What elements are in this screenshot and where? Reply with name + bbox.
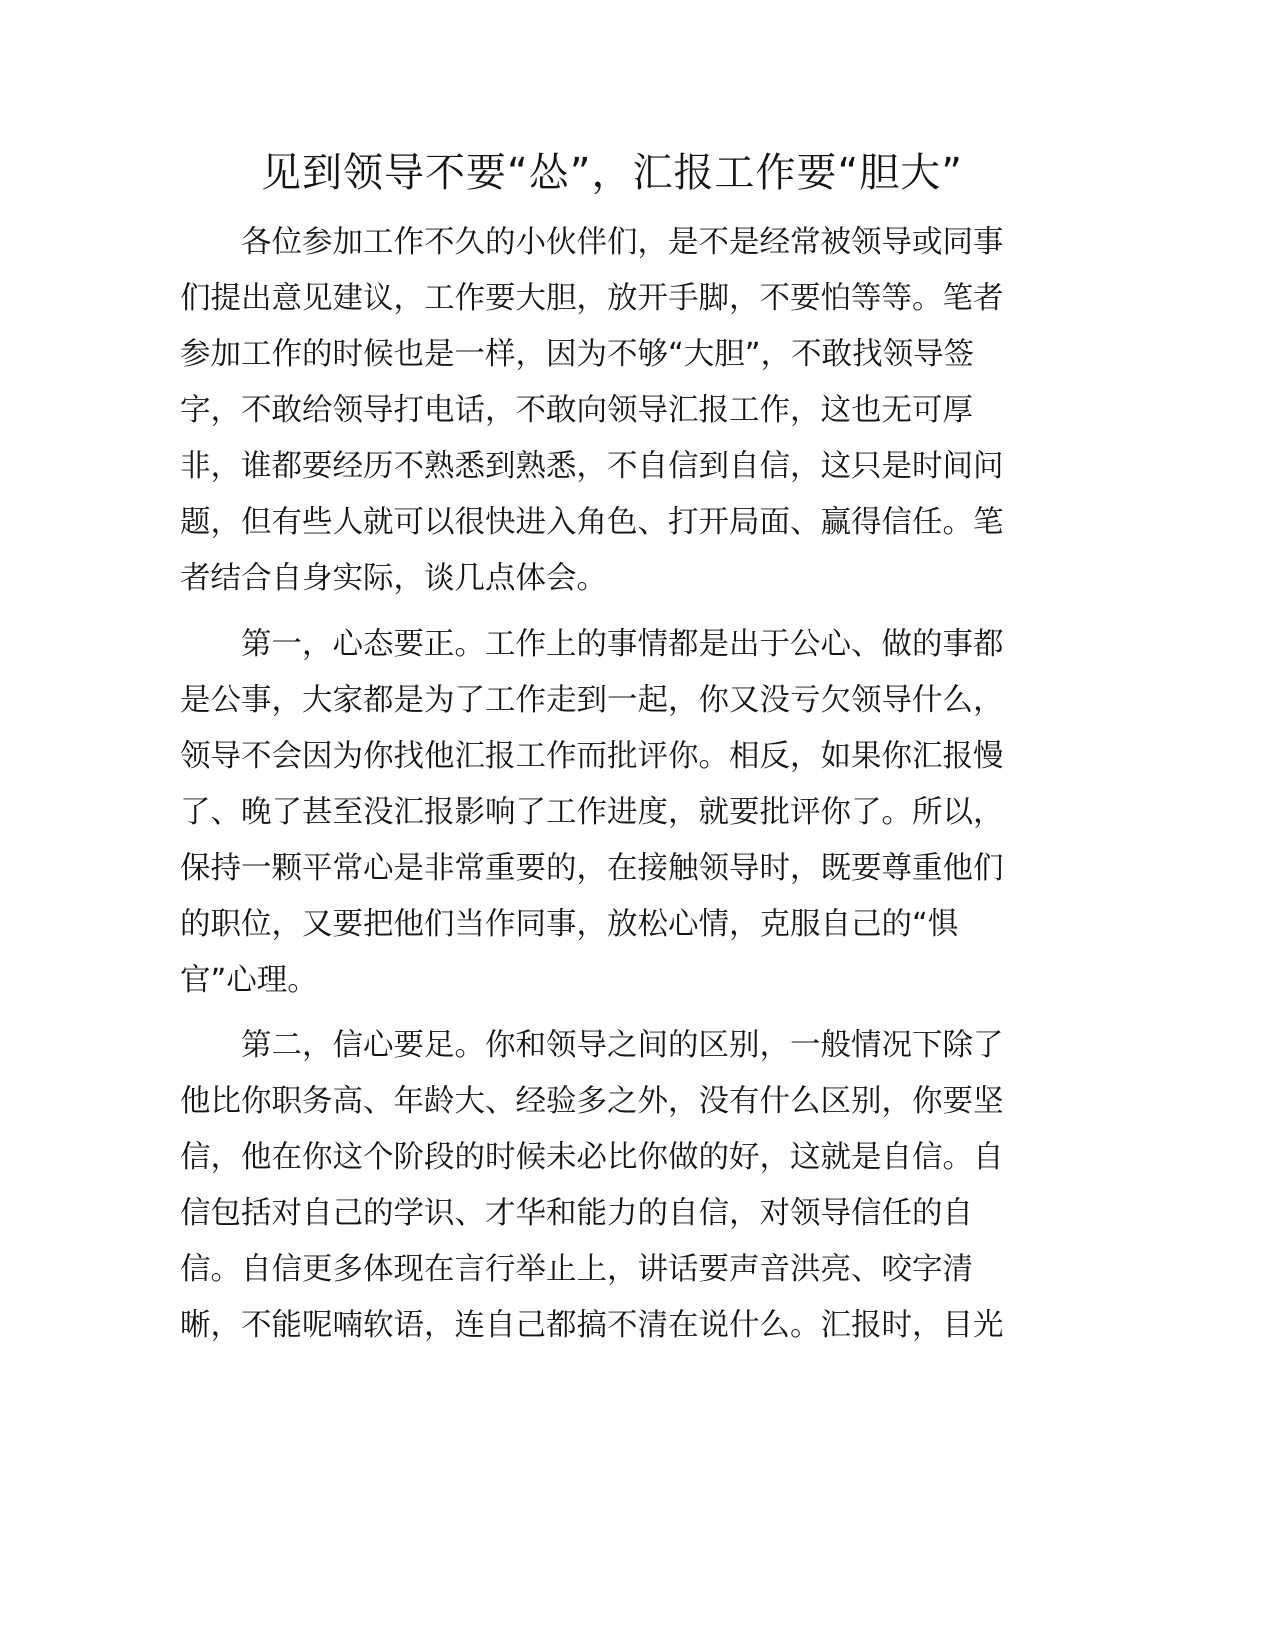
paragraph-line: 的职位，又要把他们当作同事，放松心情，克服自己的“惧 — [180, 907, 959, 942]
paragraph-line: 参加工作的时候也是一样，因为不够“大胆”，不敢找领导签 — [180, 337, 975, 372]
paragraph-line: 晰，不能呢喃软语，连自己都搞不清在说什么。汇报时，目光 — [180, 1308, 1004, 1343]
paragraph-line: 了、晚了甚至没汇报影响了工作进度，就要批评你了。所以， — [180, 795, 1004, 830]
paragraph-first-point — [180, 617, 1040, 1009]
paragraph-intro — [180, 215, 1040, 607]
paragraph-line: 非，谁都要经历不熟悉到熟悉，不自信到自信，这只是时间问 — [180, 449, 1004, 484]
paragraph-line: 信。自信更多体现在言行举止上，讲话要声音洪亮、咬字清 — [180, 1252, 973, 1287]
paragraph-line: 他比你职务高、年龄大、经验多之外，没有什么区别，你要坚 — [180, 1084, 1004, 1119]
paragraph-line: 题，但有些人就可以很快进入角色、打开局面、赢得信任。笔 — [180, 505, 1004, 540]
paragraph-line: 第一，心态要正。工作上的事情都是出于公心、做的事都 — [241, 627, 1004, 662]
paragraph-line: 官”心理。 — [180, 963, 318, 998]
paragraph-line: 信，他在你这个阶段的时候未必比你做的好，这就是自信。自 — [180, 1140, 1004, 1175]
paragraph-line: 信包括对自己的学识、才华和能力的自信，对领导信任的自 — [180, 1196, 973, 1231]
paragraph-line: 字，不敢给领导打电话，不敢向领导汇报工作，这也无可厚 — [180, 393, 973, 428]
paragraph-line: 领导不会因为你找他汇报工作而批评你。相反，如果你汇报慢 — [180, 739, 1004, 774]
paragraph-line: 是公事，大家都是为了工作走到一起，你又没亏欠领导什么， — [180, 683, 1004, 718]
paragraph-line: 们提出意见建议，工作要大胆，放开手脚，不要怕等等。笔者 — [180, 281, 1004, 316]
paragraph-line: 保持一颗平常心是非常重要的，在接触领导时，既要尊重他们 — [180, 851, 1004, 886]
paragraph-line: 者结合自身实际，谈几点体会。 — [180, 561, 607, 596]
document-title: 见到领导不要“怂”，汇报工作要“胆大” — [261, 150, 963, 196]
paragraph-second-point — [180, 1018, 1040, 1354]
paragraph-line: 各位参加工作不久的小伙伴们，是不是经常被领导或同事 — [241, 225, 1004, 260]
paragraph-line: 第二，信心要足。你和领导之间的区别，一般情况下除了 — [241, 1028, 1004, 1063]
